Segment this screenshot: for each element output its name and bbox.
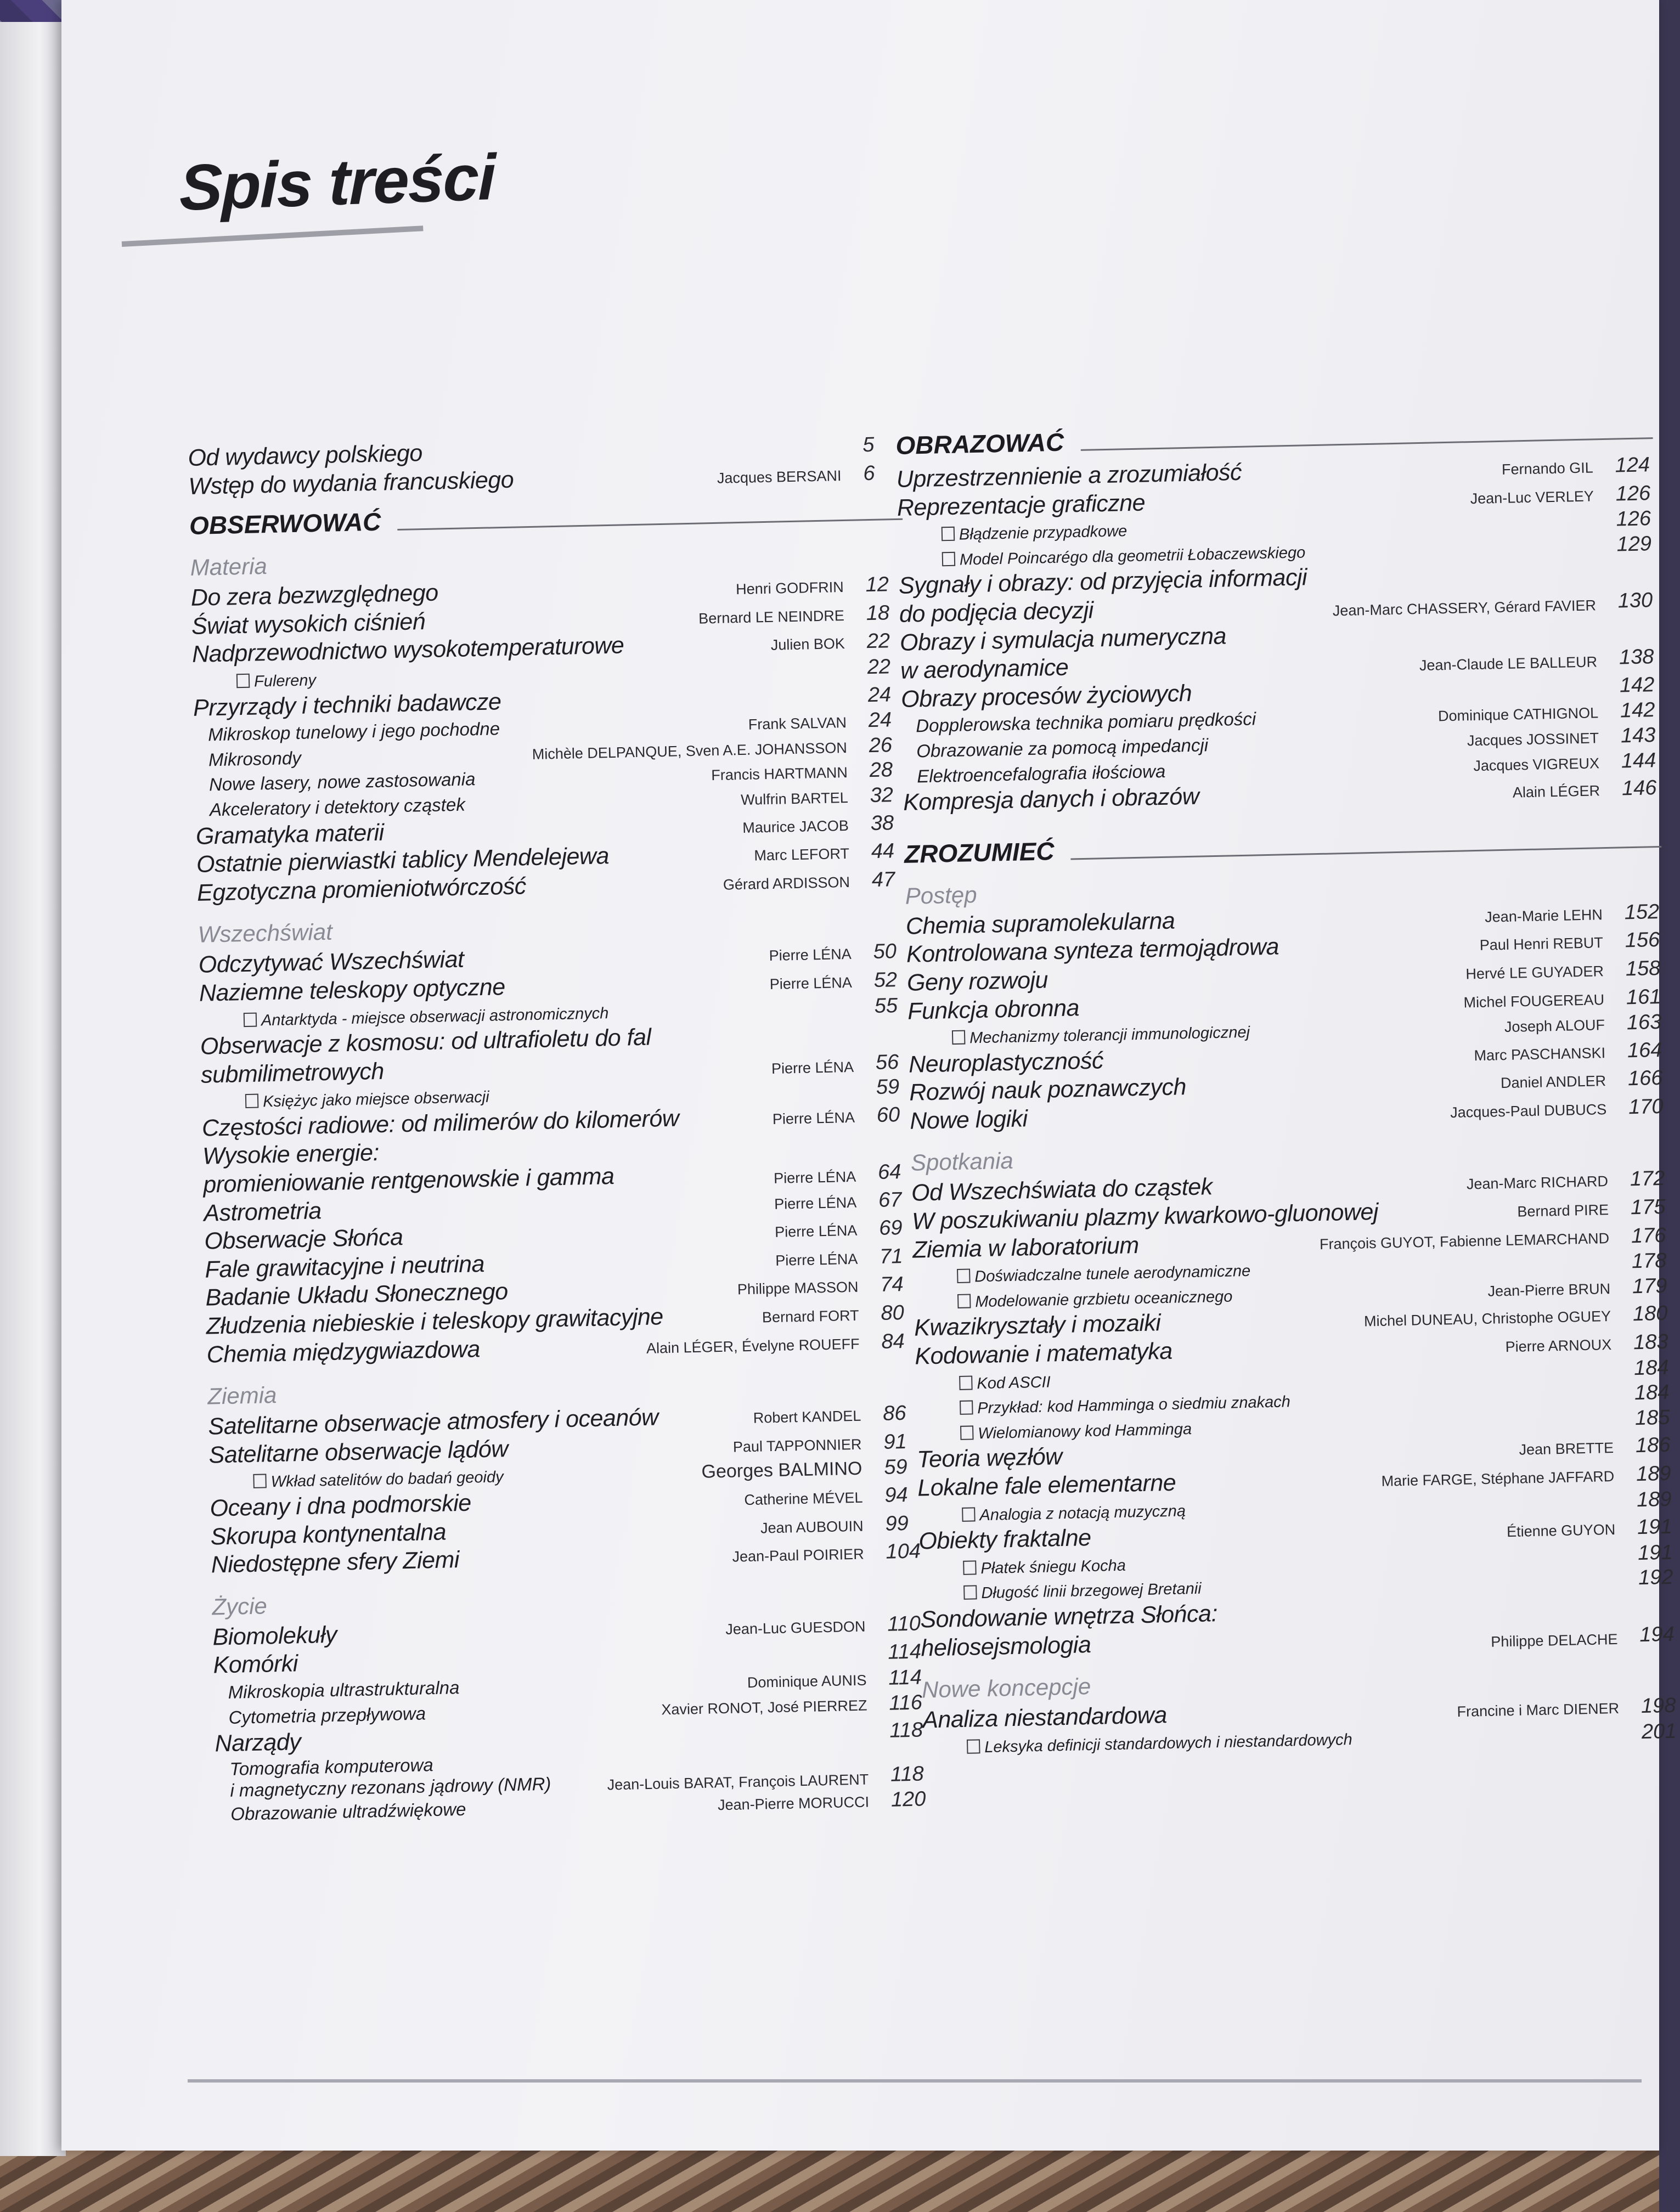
toc-entry: Obrazy procesów życiowych 142	[900, 673, 1655, 713]
toc-entry: Obiekty fraktalne Étienne GUYON 191	[918, 1515, 1672, 1555]
toc-entry: Nadprzewodnictwo wysokotemperaturowe Julien BOK 22	[191, 629, 890, 668]
subsection-label: Wszechświat	[198, 918, 333, 948]
toc-entry: Astrometria Pierre LÉNA 67	[203, 1188, 902, 1227]
toc-box-entry: Doświadczalne tunele aerodynamiczne 178	[913, 1249, 1671, 1289]
section-heading-obserwowac: OBSERWOWAĆ	[189, 496, 903, 540]
toc-entry: Wstęp do wydania francuskiego Jacques BERSANI 6	[188, 461, 875, 500]
toc-entry: Częstości radiowe: od milimerów do kilomerów Pierre LÉNA 60	[201, 1103, 900, 1142]
toc-entry: Obrazy i symulacja numeryczna w aerodynamice Jean-Claude LE BALLEUR 138	[899, 623, 1654, 685]
toc-entry: Fale grawitacyjne i neutrina Pierre LÉNA 71	[205, 1244, 903, 1283]
toc-subentry: Akceleratory i detektory cząstek Wulfrin BARTEL 32	[209, 783, 894, 820]
toc-box-entry: Analogia z notacją muzyczną 189	[918, 1487, 1676, 1527]
section-rule	[1080, 437, 1653, 451]
toc-entry: Świat wysokich ciśnień Bernard LE NEINDRE 18	[191, 601, 890, 640]
subsection-label: Życie	[211, 1593, 268, 1620]
toc-entry: Ostatnie pierwiastki tablicy Mendelejewa Marc LEFORT 44	[196, 839, 895, 878]
toc-entry: Sondowanie wnętrza Słońca: heliosejsmologia Philippe DELACHE 194	[920, 1600, 1675, 1662]
toc-box-entry: Długość linii brzegowej Bretanii 192	[920, 1565, 1677, 1606]
toc-entry: Naziemne teleskopy optyczne Pierre LÉNA 52	[199, 968, 898, 1007]
toc-entry: Funkcja obronna Michel FOUGEREAU 161	[907, 985, 1661, 1025]
toc-entry: Egzotyczna promieniotwórczość Gérard ARDISSON 47	[196, 867, 895, 906]
toc-entry: Chemia supramolekularna Jean-Marie LEHN 152	[905, 900, 1660, 940]
toc-entry: Chemia międzygwiazdowa Alain LÉGER, Évelyne ROUEFF 84	[206, 1329, 905, 1368]
toc-subentry: Cytometria przepływowa Xavier RONOT, José PIERREZ 116	[228, 1691, 923, 1728]
toc-entry: Neuroplastyczność Marc PASCHANSKI 164	[908, 1038, 1662, 1078]
toc-entry: Reprezentacje graficzne Jean-Luc VERLEY 126	[897, 481, 1651, 521]
toc-entry: Ziemia w laboratorium François GUYOT, Fabienne LEMARCHAND 176	[912, 1223, 1666, 1263]
subsection-label: Ziemia	[207, 1382, 277, 1409]
toc-box-entry: Księżyc jako miejsce obserwacji 59	[201, 1075, 915, 1115]
toc-entry: Od Wszechświata do cząstek Jean-Marc RICHARD 172	[911, 1167, 1665, 1207]
toc-entry: Analiza niestandardowa Francine i Marc DIENER 198	[922, 1694, 1676, 1734]
toc-box-entry: Antarktyda - miejsce obserwacji astronomicznych 55	[200, 993, 914, 1033]
toc-entry: Wysokie energie: promieniowanie rentgenowskie i gamma Pierre LÉNA 64	[202, 1139, 901, 1198]
facing-page-edge	[0, 22, 66, 2156]
toc-entry: Od wydawcy polskiego 5	[188, 433, 875, 471]
toc-entry: Kompresja danych i obrazów Alain LÉGER 146	[903, 776, 1657, 816]
toc-box-entry: Błądzenie przypadkowe 126	[898, 506, 1655, 547]
toc-subentry: Mikroskop tunelowy i jego pochodne Frank SALVAN 24	[207, 708, 892, 745]
subsection-label: Nowe koncepcje	[921, 1673, 1091, 1703]
toc-entry: Obserwacje Słońca Pierre LÉNA 69	[204, 1216, 903, 1255]
toc-subentry: Mikroskopia ultrastrukturalna Dominique AUNIS 114	[228, 1666, 922, 1702]
toc-right-column	[895, 415, 1680, 1760]
subsection-label: Spotkania	[910, 1148, 1014, 1176]
toc-entry: Odczytywać Wszechświat Pierre LÉNA 50	[198, 940, 897, 979]
footer-rule	[188, 2079, 1642, 2083]
toc-entry: Sygnały i obrazy: od przyjęcia informacji do podjęcia decyzji Jean-Marc CHASSERY, Gérard FAVIER 130	[898, 564, 1653, 628]
toc-entry: Geny rozwoju Hervé LE GUYADER 158	[906, 956, 1661, 996]
toc-subentry: Nowe lasery, nowe zastosowania Francis HARTMANN 28	[208, 758, 893, 795]
toc-subentry: Tomografia komputerowa i magnetyczny rezonans jądrowy (NMR) Jean-Louis BARAT, François LAURENT 118	[229, 1754, 924, 1801]
toc-entry: Rozwój nauk poznawczych Daniel ANDLER 166	[909, 1066, 1663, 1107]
toc-entry: Do zera bezwzględnego Henri GODFRIN 12	[190, 573, 889, 612]
page-title: Spis treści	[179, 140, 495, 225]
toc-entry: Obserwacje z kosmosu: od ultrafioletu do fal submilimetrowych Pierre LÉNA 56	[200, 1024, 899, 1088]
title-underline	[122, 225, 424, 247]
subsection-label: Postęp	[905, 881, 977, 909]
toc-entry: Nowe logiki Jacques-Paul DUBUCS 170	[909, 1094, 1664, 1135]
toc-entry: Gramatyka materii Maurice JACOB 38	[195, 811, 894, 850]
toc-entry: W poszukiwaniu plazmy kwarkowo-gluonowej Bernard PIRE 175	[911, 1195, 1666, 1235]
toc-box-entry: Kod ASCII 184	[915, 1355, 1673, 1396]
section-rule	[398, 518, 903, 531]
toc-box-entry: Leksyka definicji standardowych i niestandardowych 201	[923, 1719, 1680, 1759]
toc-box-entry: Płatek śniegu Kocha 191	[919, 1540, 1677, 1581]
toc-entry: Kontrolowana synteza termojądrowa Paul Henri REBUT 156	[906, 928, 1660, 968]
toc-entry: Uprzestrzennienie a zrozumiałość Fernando GIL 124	[896, 453, 1650, 493]
toc-entry: Kodowanie i matematyka Pierre ARNOUX 183	[914, 1330, 1668, 1370]
toc-box-entry: Mechanizmy tolerancji immunologicznej Joseph ALOUF 163	[908, 1010, 1666, 1051]
subsection-label: Materia	[190, 553, 268, 581]
toc-box-entry: Wkład satelitów do badań geoidy Georges BALMINO 59	[209, 1455, 923, 1495]
toc-entry: Badanie Układu Słonecznego Philippe MASSON 74	[205, 1273, 904, 1312]
toc-subentry: Obrazowanie za pomocą impedancji Jacques JOSSINET 143	[916, 724, 1656, 761]
section-rule	[1071, 846, 1661, 860]
toc-entry: Kwazikryształy i mozaiki Michel DUNEAU, Christophe OGUEY 180	[914, 1302, 1668, 1342]
toc-entry: Komórki 114	[213, 1640, 922, 1679]
toc-box-entry: Modelowanie grzbietu oceanicznego Jean-Pierre BRUN 179	[914, 1274, 1671, 1314]
section-heading-obrazowac: OBRAZOWAĆ	[895, 415, 1653, 460]
toc-subentry: Obrazowanie ultradźwiękowe Jean-Pierre MORUCCI 120	[230, 1787, 926, 1824]
toc-entry: Przyrządy i techniki badawcze 24	[193, 682, 892, 721]
toc-box-entry: Fulereny 22	[193, 654, 906, 695]
toc-entry: Lokalne fale elementarne Marie FARGE, Stéphane JAFFARD 189	[917, 1462, 1671, 1502]
section-heading-zrozumiec: ZROZUMIEĆ	[904, 823, 1662, 869]
toc-entry: Satelitarne obserwacje atmosfery i oceanów Robert KANDEL 86	[208, 1402, 906, 1440]
toc-entry: Biomolekuły Jean-Luc GUESDON 110	[212, 1612, 921, 1651]
toc-entry: Skorupa kontynentalna Jean AUBOUIN 99	[210, 1511, 909, 1550]
toc-entry: Narządy 118	[215, 1718, 923, 1757]
toc-entry: Oceany i dna podmorskie Catherine MÉVEL 94	[210, 1483, 909, 1522]
book-page	[61, 0, 1677, 2151]
toc-subentry: Elektroencefalografia iłościowa Jacques VIGREUX 144	[916, 748, 1656, 786]
toc-box-entry: Model Poincarégo dla geometrii Łobaczewskiego 129	[898, 532, 1655, 572]
toc-left-column	[188, 430, 930, 1827]
toc-subentry: Mikrosondy Michèle DELPANQUE, Sven A.E. JOHANSSON 26	[208, 733, 893, 770]
toc-box-entry: Przykład: kod Hamminga o siedmiu znakach 184	[916, 1380, 1673, 1421]
toc-entry: Niedostępne sfery Ziemi Jean-Paul POIRIER 104	[211, 1539, 921, 1578]
toc-entry: Teoria węzłów Jean BRETTE 186	[916, 1434, 1671, 1473]
toc-entry: Satelitarne obserwacje lądów Paul TAPPONNIER 91	[208, 1430, 907, 1469]
toc-entry: Złudzenia niebieskie i teleskopy grawitacyjne Bernard FORT 80	[206, 1301, 905, 1340]
toc-subentry: Dopplerowska technika pomiaru prędkości Dominique CATHIGNOL 142	[915, 698, 1655, 736]
toc-box-entry: Wielomianowy kod Hamminga 185	[916, 1406, 1674, 1446]
